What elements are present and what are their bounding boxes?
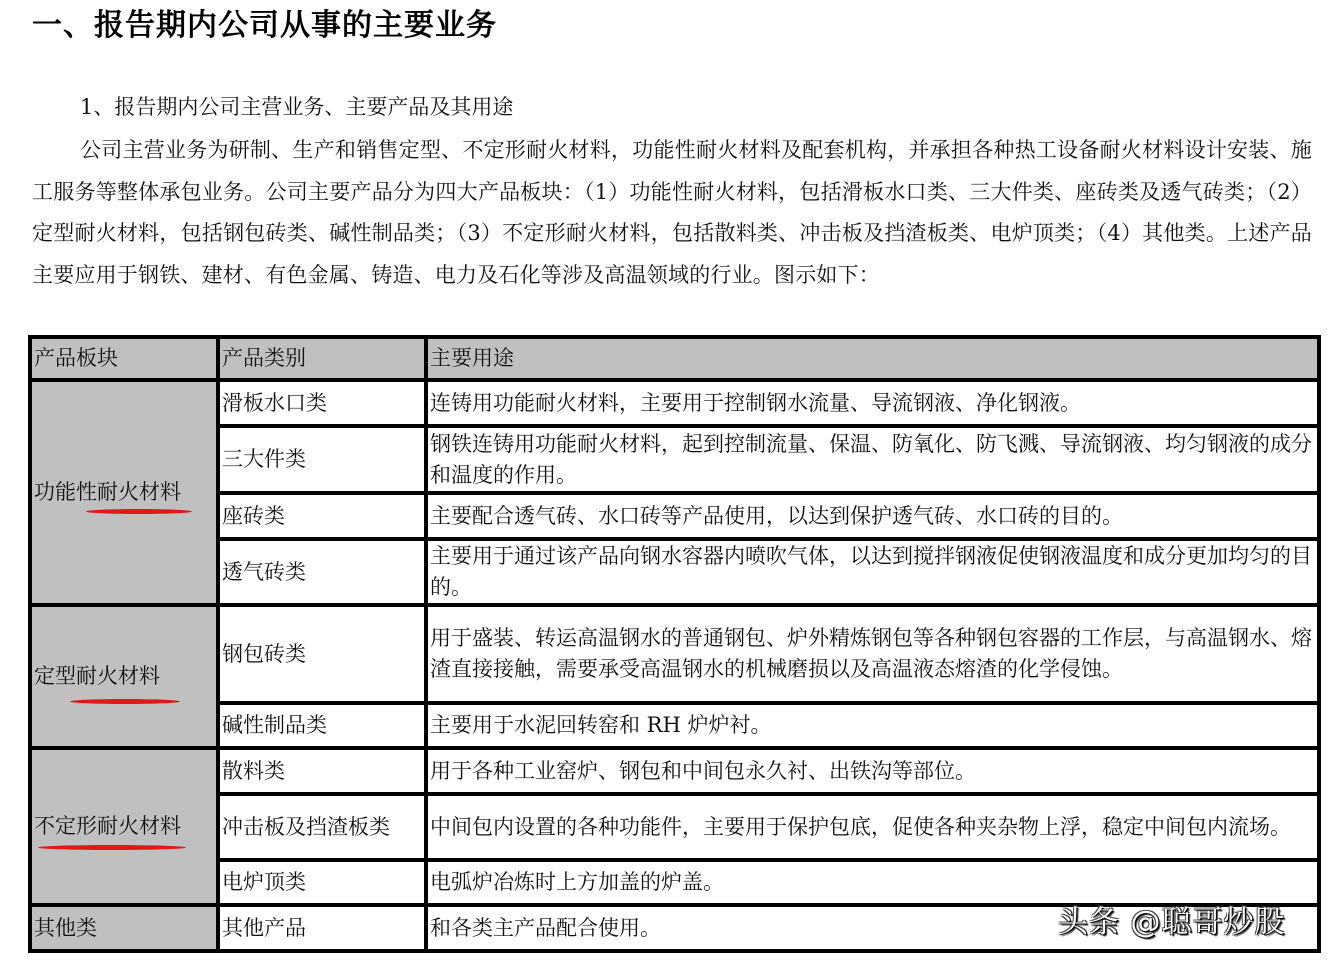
header-usage: 主要用途 — [426, 337, 1319, 380]
usage-cell: 主要用于水泥回转窑和 RH 炉炉衬。 — [426, 703, 1319, 748]
usage-cell: 和各类主产品配合使用。 — [426, 905, 1319, 951]
table-row — [30, 426, 1319, 493]
body-paragraph: 公司主营业务为研制、生产和销售定型、不定形耐火材料，功能性耐火材料及配套机构，并承担各种热工设备耐火材料设计安装、施工服务等整体承包业务。公司主要产品分为四大产品板块：（1）功能性耐火材料，包括滑板水口类、三大件类、座砖类及透气砖类；（2）定型耐火材料，包括钢包砖类、碱性制品类；（3）不定形耐火材料，包括散料类、冲击板及挡渣板类、电炉顶类；（4）其他类。上述产品主要应用于钢铁、建材、有色金属、铸造、电力及石化等涉及高温领域的行业。图示如下： — [32, 138, 1312, 287]
segment-label: 定型耐火材料 — [34, 661, 160, 692]
segment-cell — [30, 748, 218, 905]
header-category: 产品类别 — [218, 337, 426, 380]
header-segment: 产品板块 — [30, 337, 218, 380]
subsection-heading: 1、报告期内公司主营业务、主要产品及其用途 — [80, 95, 514, 119]
segment-label: 其他类 — [34, 915, 97, 940]
usage-cell: 主要用于通过该产品向钢水容器内喷吹气体，以达到搅拌钢液促使钢液温度和成分更加均匀的目的。 — [426, 539, 1319, 605]
category-cell: 座砖类 — [218, 493, 426, 539]
segment-cell — [30, 605, 218, 748]
table-row — [30, 605, 1319, 703]
usage-cell: 电弧炉冶炼时上方加盖的炉盖。 — [426, 860, 1319, 905]
table-row — [30, 493, 1319, 539]
usage-cell: 用于各种工业窑炉、钢包和中间包永久衬、出铁沟等部位。 — [426, 748, 1319, 794]
usage-cell: 连铸用功能耐火材料，主要用于控制钢水流量、导流钢液、净化钢液。 — [426, 380, 1319, 426]
category-cell: 滑板水口类 — [218, 380, 426, 426]
category-cell: 透气砖类 — [218, 539, 426, 605]
category-cell: 散料类 — [218, 748, 426, 794]
table-row — [30, 703, 1319, 748]
category-cell: 其他产品 — [218, 905, 426, 951]
watermark: 头条 @聪哥炒股 — [1058, 905, 1286, 940]
red-underline-annotation — [86, 509, 192, 514]
red-underline-annotation — [38, 845, 186, 850]
segment-label: 不定形耐火材料 — [34, 811, 181, 842]
product-table — [28, 335, 1321, 953]
segment-cell — [30, 905, 218, 951]
red-underline-annotation — [70, 699, 180, 704]
table-row — [30, 539, 1319, 605]
usage-cell: 中间包内设置的各种功能件，主要用于保护包底，促使各种夹杂物上浮，稳定中间包内流场。 — [426, 794, 1319, 860]
table-row — [30, 794, 1319, 860]
usage-cell: 钢铁连铸用功能耐火材料，起到控制流量、保温、防氧化、防飞溅、导流钢液、均匀钢液的成分和温度的作用。 — [426, 426, 1319, 493]
section-heading: 一、报告期内公司从事的主要业务 — [32, 8, 497, 43]
table-header-row — [30, 337, 1319, 380]
table-row — [30, 748, 1319, 794]
category-cell: 冲击板及挡渣板类 — [218, 794, 426, 860]
table-row — [30, 380, 1319, 426]
category-cell: 碱性制品类 — [218, 703, 426, 748]
category-cell: 三大件类 — [218, 426, 426, 493]
usage-cell: 用于盛装、转运高温钢水的普通钢包、炉外精炼钢包等各种钢包容器的工作层，与高温钢水、熔渣直接接触，需要承受高温钢水的机械磨损以及高温液态熔渣的化学侵蚀。 — [426, 605, 1319, 703]
segment-label: 功能性耐火材料 — [34, 477, 181, 508]
segment-cell — [30, 380, 218, 605]
category-cell: 钢包砖类 — [218, 605, 426, 703]
category-cell: 电炉顶类 — [218, 860, 426, 905]
usage-cell: 主要配合透气砖、水口砖等产品使用，以达到保护透气砖、水口砖的目的。 — [426, 493, 1319, 539]
